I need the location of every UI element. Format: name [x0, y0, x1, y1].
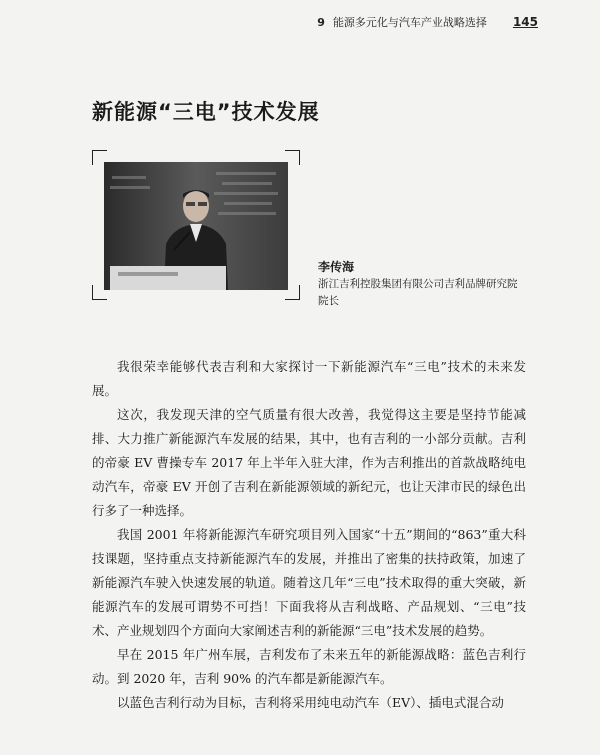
paragraph: 这次，我发现天津的空气质量有很大改善，我觉得这主要是坚持节能减排、大力推广新能源汽车发展的结果，其中，也有吉利的一小部分贡献。吉利的帝豪 EV 曹操专车 2017 年上半年入驻大津，作为吉利推出的首款战略纯电动汽车，帝豪 EV 开创了吉利在新能源领域的新纪元，也让天津市民的绿色出行多了一种选择。: [92, 407, 526, 518]
paragraph: 以蓝色吉利行动为目标，吉利将采用纯电动汽车（EV）、插电式混合动: [117, 695, 504, 710]
article-body: [92, 355, 526, 715]
paragraph: 我很荣幸能够代表吉利和大家探讨一下新能源汽车“三电”技术的未来发展。: [92, 359, 526, 398]
paragraph: 我国 2001 年将新能源汽车研究项目列入国家“十五”期间的“863”重大科技课题，坚持重点支持新能源汽车的发展，并推出了密集的扶持政策，加速了新能源汽车驶入快速发展的轨道。随着这几年“三电”技术取得的重大突破，新能源汽车的发展可谓势不可挡！下面我将从吉利战略、产品规划、“三电”技术、产业规划四个方面向大家阐述吉利的新能源“三电”技术发展的趋势。: [92, 527, 526, 638]
author-affiliation: 浙江吉利控股集团有限公司吉利品牌研究院院长: [318, 278, 518, 307]
paragraph: 早在 2015 年广州车展，吉利发布了未来五年的新能源战略：蓝色吉利行动。到 2020 年，吉利 90% 的汽车都是新能源汽车。: [92, 647, 526, 686]
author-name: 李传海: [318, 260, 355, 274]
chapter-title: 能源多元化与汽车产业战略选择: [332, 16, 487, 29]
article-title: 新能源“三电”技术发展: [92, 100, 320, 124]
author-photo-frame: [92, 150, 300, 300]
author-photo: [104, 162, 288, 290]
chapter-number: 9: [317, 16, 325, 29]
running-head: [317, 14, 538, 30]
page-number: 145: [512, 15, 538, 29]
speaker-photo-illustration: [104, 162, 288, 290]
